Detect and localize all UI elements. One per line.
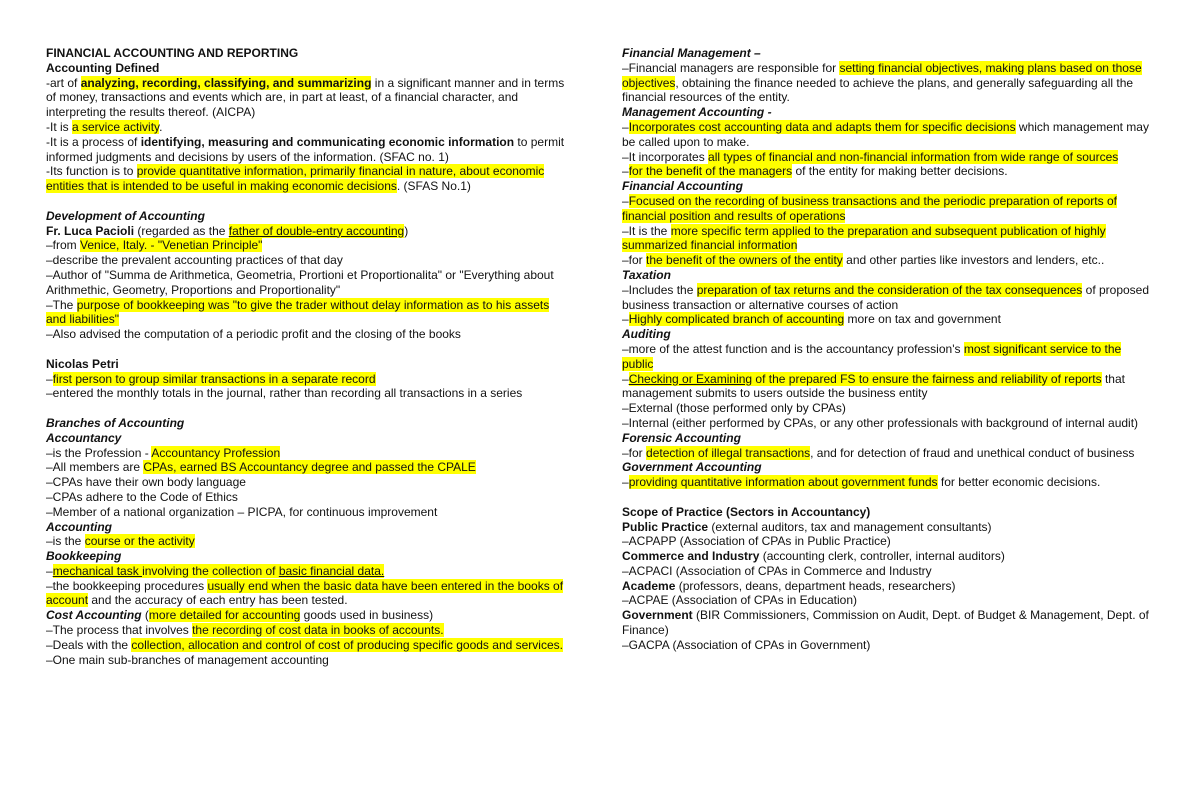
forensic-detection: –for detection of illegal transactions, and for detection of fraud and unethical conduct of business [622, 445, 1135, 460]
fa-term: –It is the more specific term applied to the preparation and subsequent publication of highly summarized financial information [622, 223, 1106, 253]
bookkeeping-procedures: –the bookkeeping procedures usually end when the basic data have been entered in the books of account and the accuracy of each entry has been tested. [46, 578, 564, 608]
government-heading: Government Accounting [622, 460, 762, 475]
acpaci: –ACPACI (Association of CPAs in Commerce and Industry [622, 563, 932, 578]
cost-subbranch: –One main sub-branches of management accounting [46, 652, 329, 667]
acpapp: –ACPAPP (Association of CPAs in Public Practice) [622, 534, 891, 549]
accounting-heading: Accounting [46, 519, 112, 534]
academe: Academe (professors, deans, department heads, researchers) [622, 578, 956, 593]
gacpa: –GACPA (Association of CPAs in Government) [622, 637, 871, 652]
accountancy-ethics: –CPAs adhere to the Code of Ethics [46, 489, 238, 504]
left-column [46, 46, 571, 667]
petri-heading: Nicolas Petri [46, 356, 119, 371]
petri-first: –first person to group similar transactions in a separate record [46, 371, 376, 386]
development-heading: Development of Accounting [46, 208, 205, 223]
cost-accounting-heading: Cost Accounting (more detailed for accounting goods used in business) [46, 608, 434, 623]
gov-funds: –providing quantitative information about government funds for better economic decisions. [622, 475, 1101, 490]
management-accounting-heading: Management Accounting - [622, 105, 772, 120]
taxation-heading: Taxation [622, 267, 671, 282]
accountancy-heading: Accountancy [46, 430, 122, 445]
government-sector: Government (BIR Commissioners, Commission on Audit, Dept. of Budget & Management, Dept. of Finance) [622, 608, 1149, 638]
accountancy-picpa: –Member of a national organization – PICPA, for continuous improvement [46, 504, 438, 519]
pacioli-entry: Fr. Luca Pacioli (regarded as the father of double-entry accounting) [46, 223, 409, 238]
commerce-industry: Commerce and Industry (accounting clerk, controller, internal auditors) [622, 549, 1005, 564]
aud-attest: –more of the attest function and is the accountancy profession's most significant service to the public [622, 341, 1122, 371]
tax-includes: –Includes the preparation of tax returns and the consideration of the tax consequences of proposed business transaction or alternative courses of action [622, 282, 1150, 312]
pacioli-origin: –from Venice, Italy. - "Venetian Principle" [46, 238, 263, 253]
bookkeeping-task: –mechanical task involving the collection of basic financial data. [46, 563, 385, 578]
aud-internal: –Internal (either performed by CPAs, or any other professionals with background of internal audit) [622, 415, 1139, 430]
document-title: FINANCIAL ACCOUNTING AND REPORTING [46, 46, 299, 60]
petri-monthly: –entered the monthly totals in the journal, rather than recording all transactions in a series [46, 386, 523, 401]
definition-service: -It is a service activity. [46, 119, 163, 134]
fm-responsibilities: –Financial managers are responsible for setting financial objectives, making plans based on those objectives, obtaining the finance needed to achieve the plans, and generally safeguarding all the financial resources of the entity. [622, 60, 1142, 105]
financial-management-heading: Financial Management – [622, 46, 761, 60]
acpae: –ACPAE (Association of CPAs in Education) [622, 593, 857, 608]
definition-sfac: -It is a process of identifying, measuring and communicating economic information to permit informed judgments and decisions by users of the information. (SFAC no. 1) [46, 134, 565, 164]
public-practice: Public Practice (external auditors, tax and management consultants) [622, 519, 992, 534]
branches-heading: Branches of Accounting [46, 415, 185, 430]
fa-benefit: –for the benefit of the owners of the entity and other parties like investors and lenders, etc.. [622, 253, 1105, 268]
ma-benefit: –for the benefit of the managers of the entity for making better decisions. [622, 164, 1008, 179]
definition-aicpa: -art of analyzing, recording, classifying, and summarizing in a significant manner and in terms of money, transactions and events which are, in part at least, of a financial character, and interpreting the results thereof. (AICPA) [46, 75, 565, 120]
auditing-heading: Auditing [622, 327, 671, 342]
accountancy-language: –CPAs have their own body language [46, 475, 246, 490]
definition-sfas: -Its function is to provide quantitative information, primarily financial in nature, about economic entities that is intended to be useful in making economic decisions. (SFAS No.1) [46, 164, 545, 194]
accountancy-profession: –is the Profession - Accountancy Profession [46, 445, 281, 460]
ma-incorporates: –Incorporates cost accounting data and adapts them for specific decisions which management may be called upon to make. [622, 119, 1149, 149]
pacioli-author: –Author of "Summa de Arithmetica, Geometria, Prortioni et Proportionalita" or "Everything about Arithmethic, Geometry, Proportions and Proportionality" [46, 267, 554, 297]
ma-info-types: –It incorporates all types of financial and non-financial information from wide range of sources [622, 149, 1119, 164]
accountancy-members: –All members are CPAs, earned BS Accountancy degree and passed the CPALE [46, 460, 476, 475]
scope-heading: Scope of Practice (Sectors in Accountancy) [622, 504, 871, 519]
bookkeeping-heading: Bookkeeping [46, 549, 122, 564]
aud-external: –External (those performed only by CPAs) [622, 401, 846, 416]
pacioli-purpose: –The purpose of bookkeeping was "to give the trader without delay information as to his assets and liabilities" [46, 297, 550, 327]
right-column [622, 46, 1152, 653]
tax-complicated: –Highly complicated branch of accounting more on tax and government [622, 312, 1001, 327]
pacioli-practices: –describe the prevalent accounting practices of that day [46, 253, 343, 268]
accounting-course: –is the course or the activity [46, 534, 195, 549]
pacioli-advice: –Also advised the computation of a periodic profit and the closing of the books [46, 327, 461, 342]
forensic-heading: Forensic Accounting [622, 430, 741, 445]
aud-checking: –Checking or Examining of the prepared FS to ensure the fairness and reliability of reports that management submits to users outside the business entity [622, 371, 1125, 401]
financial-accounting-heading: Financial Accounting [622, 179, 743, 194]
cost-deals: –Deals with the collection, allocation and control of cost of producing specific goods and services. [46, 637, 563, 652]
cost-process: –The process that involves the recording of cost data in books of accounts. [46, 623, 444, 638]
accounting-defined-heading: Accounting Defined [46, 60, 160, 75]
fa-focus: –Focused on the recording of business transactions and the periodic preparation of reports of financial position and results of operations [622, 193, 1117, 223]
